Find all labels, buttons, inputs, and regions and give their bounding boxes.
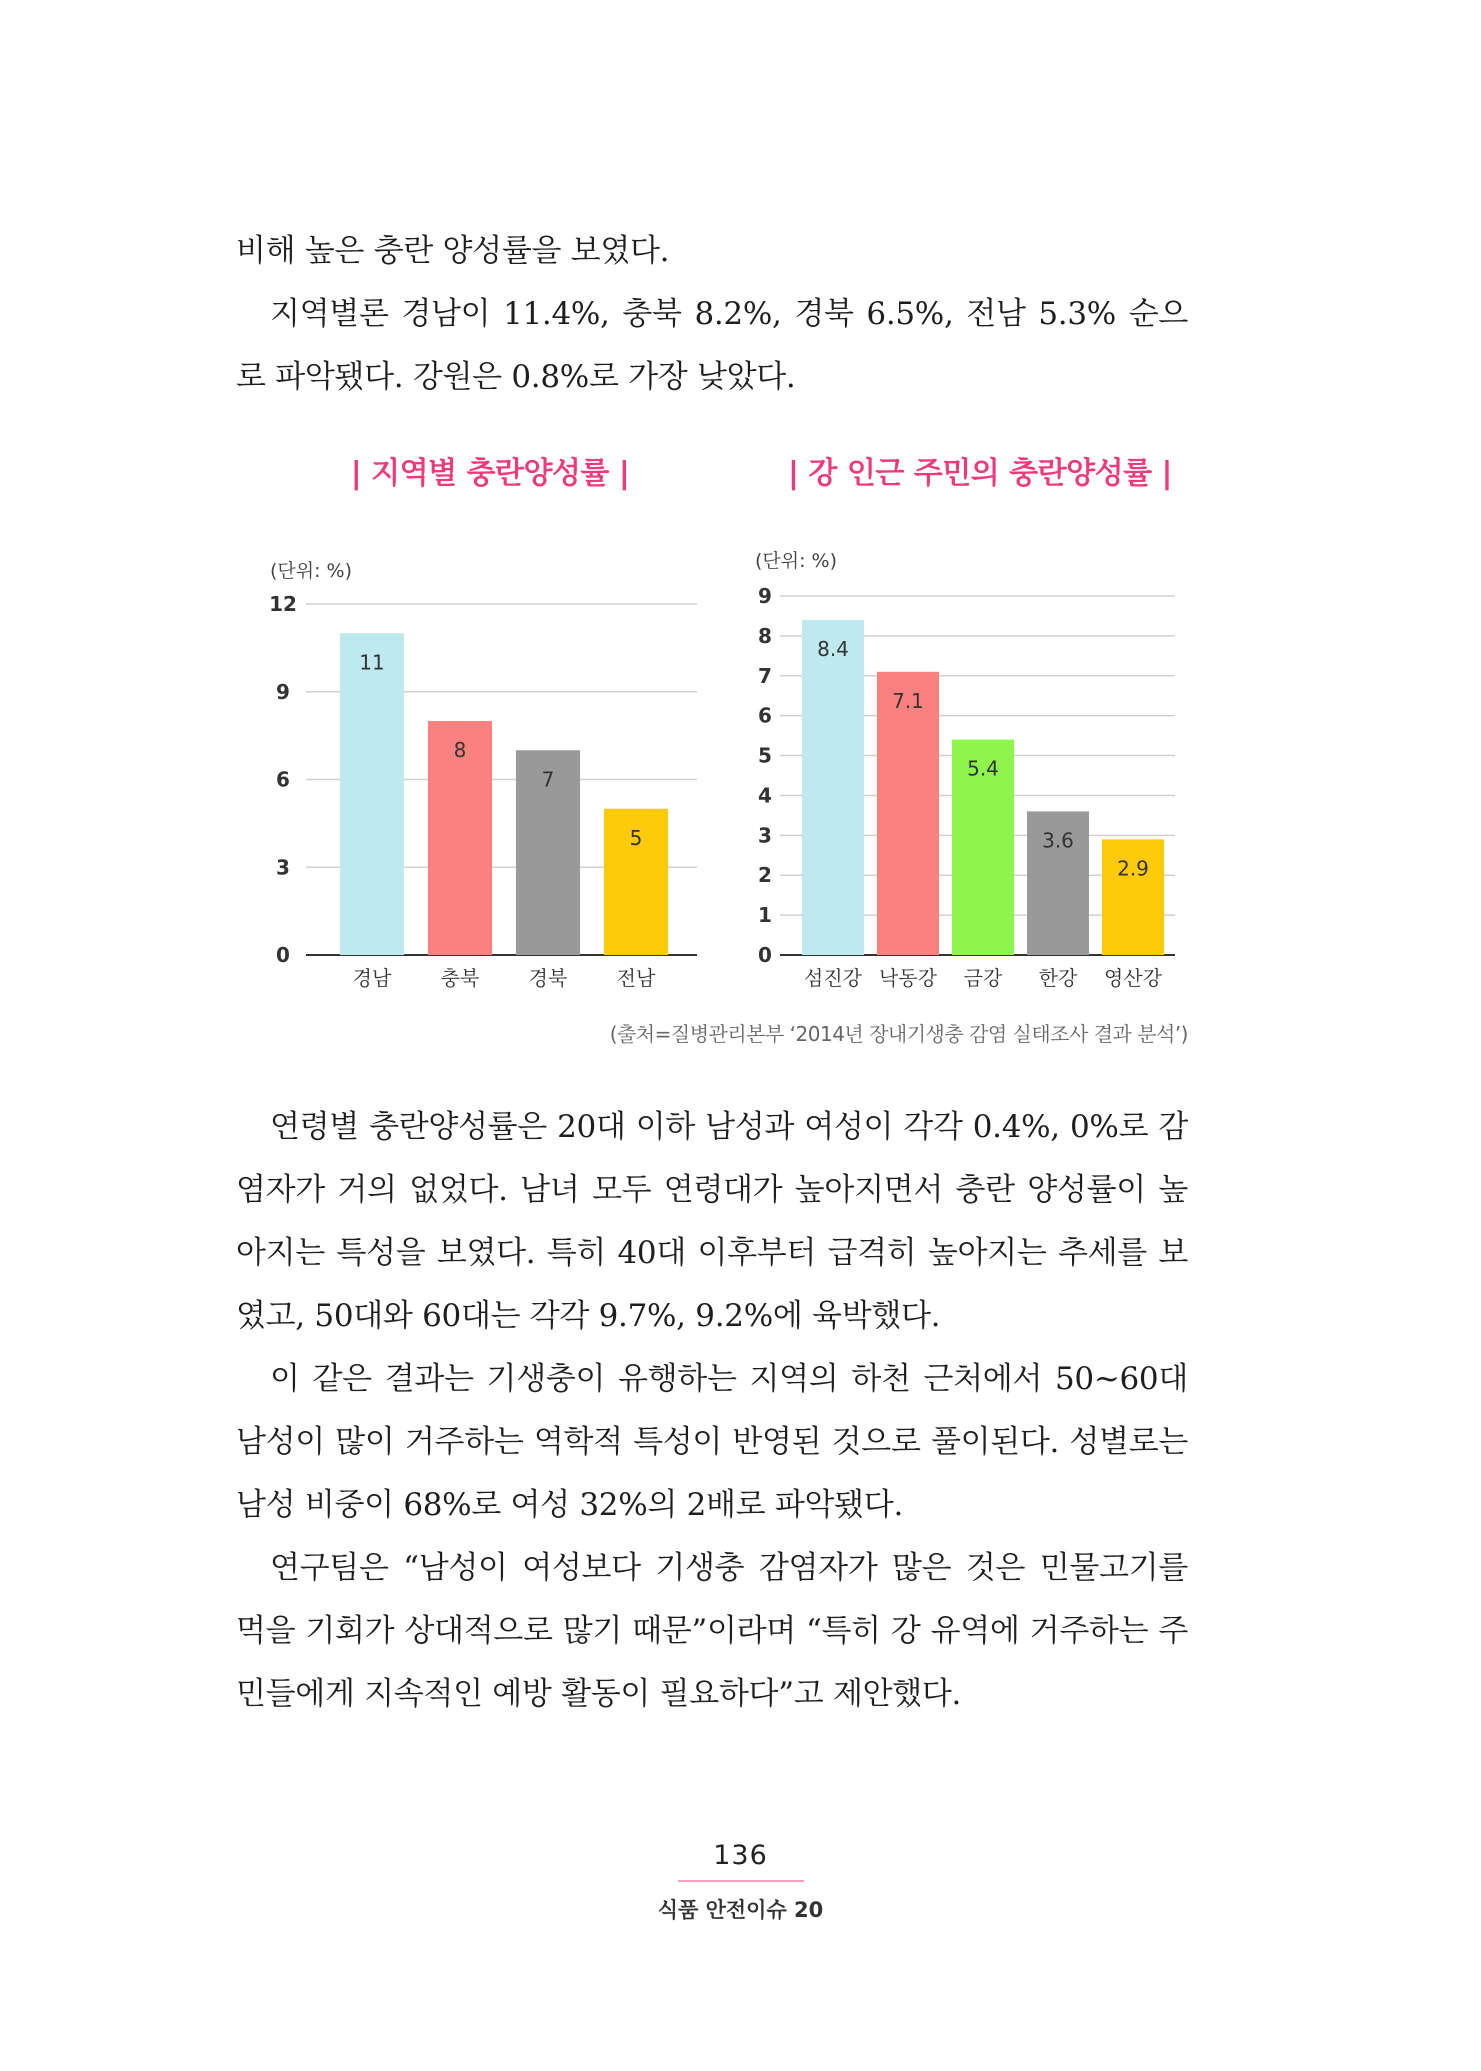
y-tick-label: 12 xyxy=(269,592,297,616)
source-note: (출처=질병관리본부 ‘2014년 장내기생충 감염 실태조사 결과 분석’) xyxy=(609,1022,1188,1046)
unit-label: (단위: %) xyxy=(755,550,838,572)
bar-낙동강 xyxy=(877,672,939,955)
y-tick-label: 0 xyxy=(758,943,772,967)
y-tick-label: 6 xyxy=(758,703,772,728)
chart-title-region: | 지역별 충란양성률 | xyxy=(350,456,630,491)
y-tick-label: 8 xyxy=(758,623,772,648)
y-tick-label: 1 xyxy=(758,903,772,928)
paragraph-2: 지역별론 경남이 11.4%, 충북 8.2%, 경북 6.5%, 전남 5.3% 순으로 파악됐다. 강원은 0.8%로 가장 낮았다. xyxy=(236,296,1188,395)
data-label: 8 xyxy=(453,738,467,762)
chart-river-infection-rate xyxy=(745,540,1195,1000)
y-tick-label: 9 xyxy=(758,584,772,608)
y-tick-label: 5 xyxy=(758,743,772,768)
paragraph-5: 연구팀은 “남성이 여성보다 기생충 감염자가 많은 것은 민물고기를 먹을 기회가 상대적으로 많기 때문”이라며 “특히 강 유역에 거주하는 주민들에게 지속적인 예방 활동이 필요하다”고 제안했다. xyxy=(236,1550,1188,1712)
x-tick-label: 경남 xyxy=(352,966,392,990)
data-label: 7.1 xyxy=(892,688,924,713)
x-tick-label: 전남 xyxy=(616,966,656,990)
paragraph-4: 이 같은 결과는 기생충이 유행하는 지역의 하천 근처에서 50~60대 남성이 많이 거주하는 역학적 특성이 반영된 것으로 풀이된다. 성별로는 남성 비중이 68%로 여성 32%의 2배로 파악됐다. xyxy=(236,1361,1188,1523)
unit-label: (단위: %) xyxy=(270,560,353,582)
x-tick-label: 금강 xyxy=(963,966,1003,990)
data-label: 5 xyxy=(629,825,643,850)
chart-region-infection-rate xyxy=(250,550,710,1000)
y-tick-label: 0 xyxy=(276,943,290,967)
book-title: 식품 안전이슈 20 xyxy=(657,1898,824,1922)
data-label: 11 xyxy=(359,650,385,675)
page-number: 136 xyxy=(713,1840,768,1871)
x-tick-label: 경북 xyxy=(528,966,568,990)
x-tick-label: 섬진강 xyxy=(804,966,862,990)
bar-경남 xyxy=(340,633,404,955)
chart-title-river: | 강 인근 주민의 충란양성률 | xyxy=(788,456,1172,491)
y-tick-label: 9 xyxy=(276,679,290,704)
data-label: 3.6 xyxy=(1042,828,1074,853)
data-label: 8.4 xyxy=(817,636,849,661)
x-tick-label: 한강 xyxy=(1038,966,1078,990)
x-tick-label: 충북 xyxy=(440,966,480,990)
y-tick-label: 6 xyxy=(276,767,290,792)
data-label: 7 xyxy=(541,767,555,792)
y-tick-label: 4 xyxy=(758,783,772,808)
paragraph-1: 비해 높은 충란 양성률을 보였다. xyxy=(236,233,670,269)
data-label: 5.4 xyxy=(967,756,999,781)
x-tick-label: 영산강 xyxy=(1104,966,1162,990)
data-label: 2.9 xyxy=(1117,856,1149,881)
y-tick-label: 2 xyxy=(758,863,772,888)
paragraph-3: 연령별 충란양성률은 20대 이하 남성과 여성이 각각 0.4%, 0%로 감염자가 거의 없었다. 남녀 모두 연령대가 높아지면서 충란 양성률이 높아지는 특성을 보였다. 특히 40대 이후부터 급격히 높아지는 추세를 보였고, 50대와 60대는 각각 9.7%, 9.2%에 육박했다. xyxy=(236,1109,1188,1334)
x-tick-label: 낙동강 xyxy=(879,966,937,990)
y-tick-label: 3 xyxy=(758,823,772,848)
bar-섬진강 xyxy=(802,620,864,955)
page-number-underline xyxy=(678,1880,804,1882)
y-tick-label: 3 xyxy=(276,855,290,880)
y-tick-label: 7 xyxy=(758,663,772,688)
